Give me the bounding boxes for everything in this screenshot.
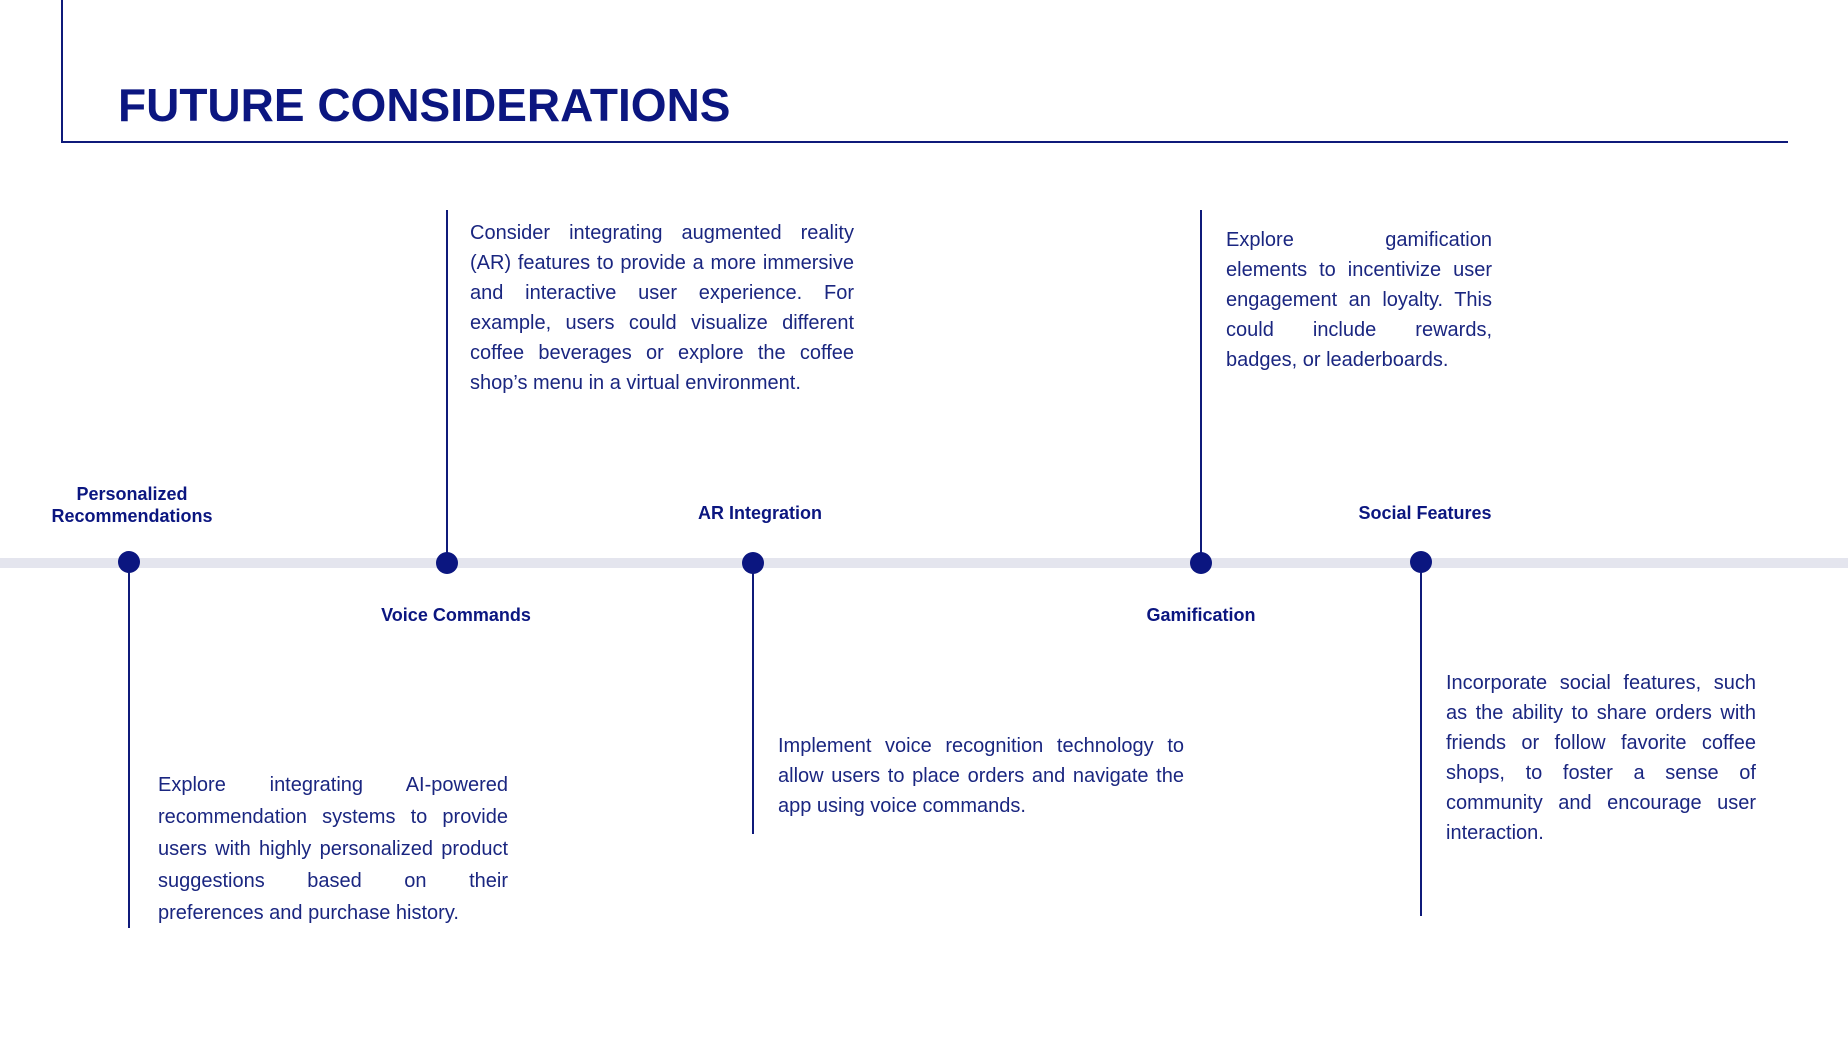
timeline-node-gamification (1190, 552, 1212, 574)
milestone-label-ar-integration: AR Integration (698, 503, 822, 523)
timeline-track (0, 558, 1848, 568)
milestone-label-line1: Personalized (76, 484, 188, 504)
description-social-features: Incorporate social features, such as the ability to share orders with friends or follow favorite coffee shops, to foster a sense of community and encourage user interaction. (1446, 672, 1756, 844)
stem-gamification (1200, 210, 1202, 562)
title-underline (61, 141, 1788, 143)
frame-vertical-line (61, 0, 63, 143)
milestone-label-voice-commands: Voice Commands (381, 605, 531, 625)
timeline-node-personalized-recommendations (118, 551, 140, 573)
stem-personalized-recommendations (128, 572, 130, 928)
milestone-label-line2: Recommendations (51, 506, 213, 526)
page-title: FUTURE CONSIDERATIONS (118, 79, 731, 131)
milestone-label-gamification: Gamification (1146, 605, 1256, 625)
stem-ar-integration (752, 572, 754, 834)
stem-social-features (1420, 572, 1422, 916)
timeline-node-voice-commands (436, 552, 458, 574)
description-voice-commands: Consider integrating augmented reality (AR) features to provide a more immersive and interactive user experience. For example, users could visualize different coffee beverages or explore the coffee shop’s menu in a virtual environment. (470, 222, 854, 394)
milestone-label-social-features: Social Features (1358, 503, 1492, 523)
stem-voice-commands (446, 210, 448, 562)
timeline-node-social-features (1410, 551, 1432, 573)
description-gamification: Explore gamification elements to incentivize user engagement an loyalty. This could include rewards, badges, or leaderboards. (1226, 229, 1492, 371)
description-ar-integration: Implement voice recognition technology to allow users to place orders and navigate the app using voice commands. (778, 735, 1184, 817)
milestone-label-personalized-recommendations (42, 483, 222, 527)
timeline-node-ar-integration (742, 552, 764, 574)
description-personalized-recommendations: Explore integrating AI-powered recommendation systems to provide users with highly personalized product suggestions based on their preferences and purchase history. (158, 774, 508, 924)
